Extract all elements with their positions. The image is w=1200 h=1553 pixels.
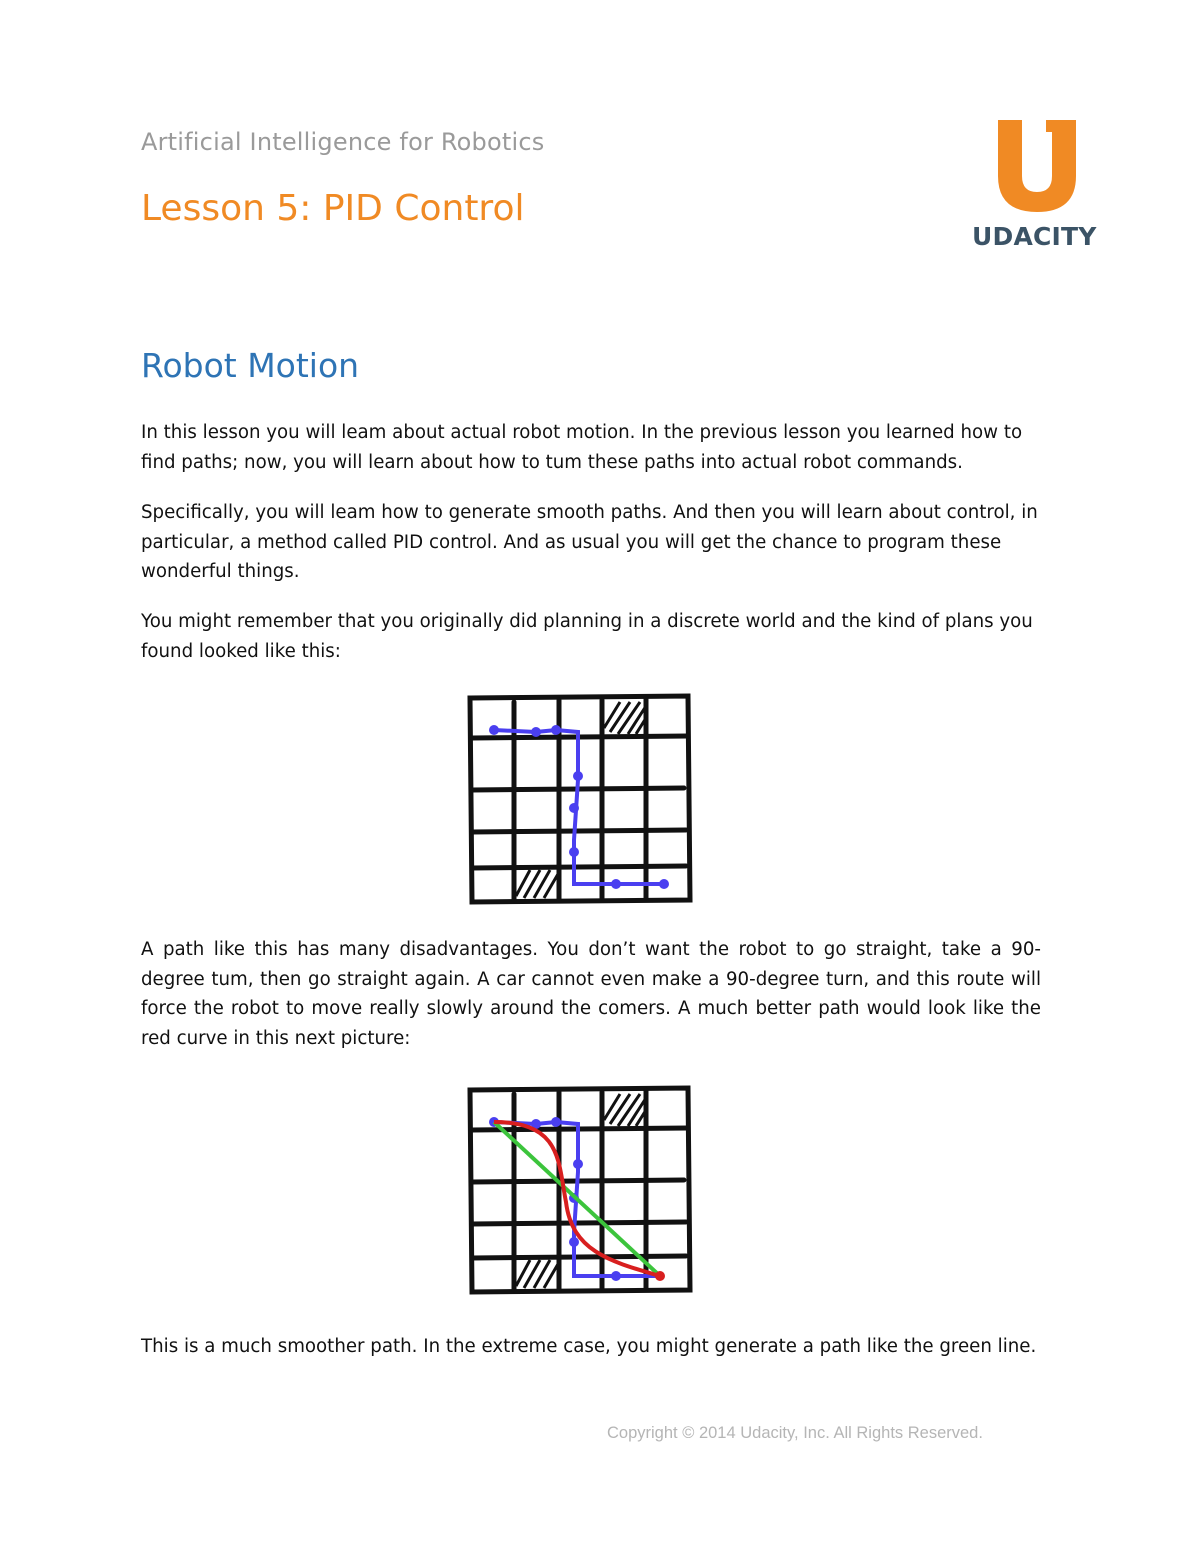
lesson-title: Lesson 5: PID Control (141, 188, 525, 229)
paragraph-smooth-paths: Specifically, you will leam how to generate smooth paths. And then you will learn about control, in particular, a method called PID control. And as usual you will get the chance to program these wonderful things. (141, 502, 1038, 582)
section-heading: Robot Motion (141, 346, 360, 385)
smooth-path-figure (462, 1082, 696, 1298)
copyright-footer: Copyright © 2014 Udacity, Inc. All Rights Reserved. (607, 1424, 983, 1442)
course-title: Artificial Intelligence for Robotics (141, 128, 545, 156)
obstacle-hatch-top (604, 1094, 646, 1126)
udacity-u-mark (994, 118, 1080, 214)
paragraph-disadvantages: A path like this has many disadvantages. You don’t want the robot to go straight, take a 90-degree tum, then go straight again. A car cannot even make a 90-degree turn, and this route will force the robot to move really slowly around the comers. A much better path would look like the red curve in this next picture: (141, 939, 1041, 1049)
paragraph-discrete-planning: You might remember that you originally did planning in a discrete world and the kind of plans you found looked like this: (141, 611, 1033, 662)
grid-path-figure (462, 690, 696, 906)
obstacle-hatch-bottom (516, 1260, 558, 1288)
goal-point (655, 1271, 665, 1281)
obstacle-hatch-bottom (516, 870, 558, 898)
paragraph-intro: In this lesson you will leam about actual robot motion. In the previous lesson you learned how to find paths; now, you will learn about how to tum these paths into actual robot commands. (141, 422, 1023, 473)
grid-lines (470, 696, 690, 902)
paragraph-smoother: This is a much smoother path. In the extreme case, you might generate a path like the green line. (141, 1336, 1037, 1357)
udacity-wordmark: UDACITY (972, 222, 1097, 251)
grid-lines (470, 1088, 690, 1292)
obstacle-hatch-top (604, 702, 646, 734)
udacity-logo (972, 118, 1098, 258)
